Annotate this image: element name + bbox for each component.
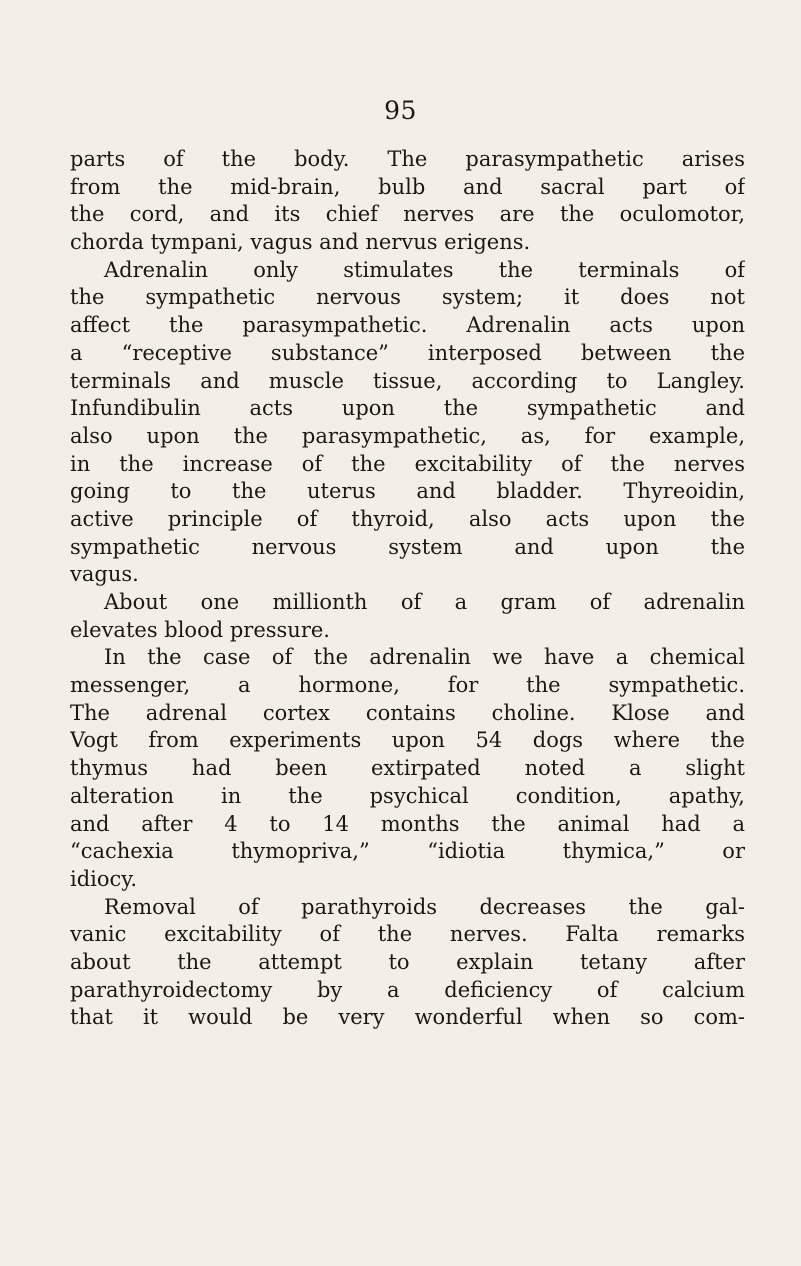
paragraph-first-line: In the case of the adrenalin we have a chemical xyxy=(104,645,745,670)
text-line: a “receptive substance” interposed between the xyxy=(70,340,745,365)
body-text xyxy=(70,146,745,1032)
text-line: alteration in the psychical condition, apathy, xyxy=(70,783,745,808)
text-line: going to the uterus and bladder. Thyreoidin, xyxy=(70,479,745,504)
text-line: about the attempt to explain tetany after xyxy=(70,949,745,974)
text-line: Infundibulin acts upon the sympathetic and xyxy=(70,396,745,421)
text-line: elevates blood pressure. xyxy=(70,617,330,642)
paragraph-first-line: About one millionth of a gram of adrenalin xyxy=(104,590,745,614)
text-line: also upon the parasympathetic, as, for example, xyxy=(70,423,745,448)
text-line: thymus had been extirpated noted a slight xyxy=(70,756,745,781)
text-line: vagus. xyxy=(70,562,139,587)
text-line: the sympathetic nervous system; it does not xyxy=(70,285,745,310)
text-line: “cachexia thymopriva,” “idiotia thymica,” or xyxy=(70,839,745,864)
paragraph-first-line: Adrenalin only stimulates the terminals of xyxy=(104,257,745,282)
text-line: parathyroidectomy by a deficiency of calcium xyxy=(70,977,745,1002)
text-line: the cord, and its chief nerves are the oculomotor, xyxy=(70,202,745,227)
page-number: 95 xyxy=(384,96,417,125)
text-line: terminals and muscle tissue, according to Langley. xyxy=(70,368,745,393)
text-line: The adrenal cortex contains choline. Klose and xyxy=(70,700,745,725)
text-line: idiocy. xyxy=(70,866,138,891)
text-line: in the increase of the excitability of the nerves xyxy=(70,451,745,476)
text-line: Vogt from experiments upon 54 dogs where the xyxy=(70,728,745,753)
paragraph-first-line: Removal of parathyroids decreases the gal- xyxy=(104,894,745,919)
text-line: affect the parasympathetic. Adrenalin acts upon xyxy=(70,313,745,338)
text-line: parts of the body. The parasympathetic arises xyxy=(70,147,745,171)
text-line: messenger, a hormone, for the sympathetic. xyxy=(70,673,745,698)
text-line: active principle of thyroid, also acts upon the xyxy=(70,506,745,531)
text-line: chorda tympani, vagus and nervus erigens. xyxy=(70,230,531,255)
text-line: and after 4 to 14 months the animal had a xyxy=(70,811,745,836)
text-line: from the mid-brain, bulb and sacral part of xyxy=(70,174,745,199)
text-line: vanic excitability of the nerves. Falta remarks xyxy=(70,922,745,947)
text-line: sympathetic nervous system and upon the xyxy=(70,534,745,559)
text-line: that it would be very wonderful when so com- xyxy=(70,1005,745,1030)
